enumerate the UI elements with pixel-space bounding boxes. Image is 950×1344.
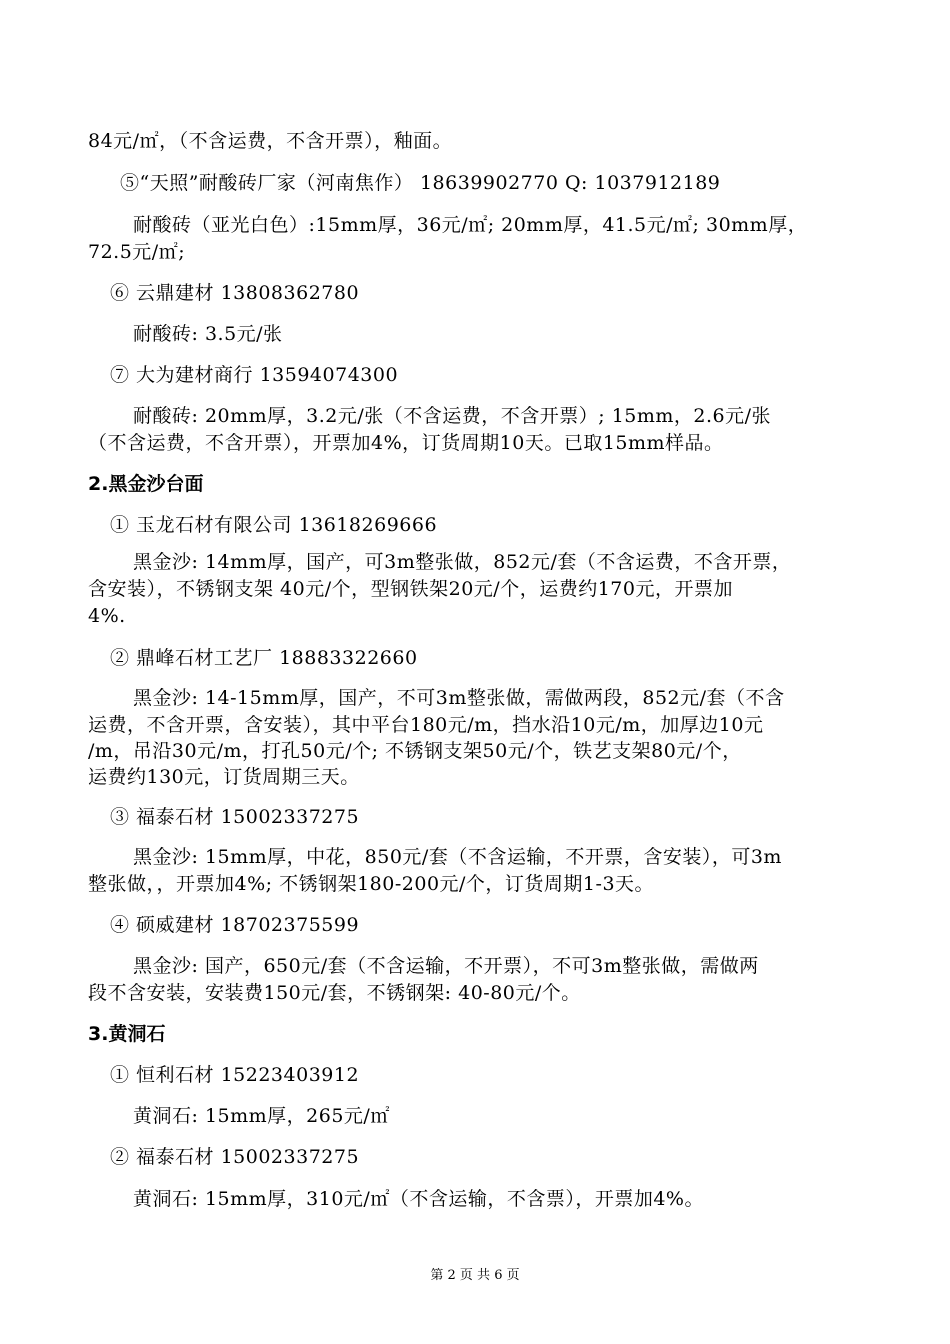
- supplier-line: ⑦ 大为建材商行 13594074300: [110, 364, 399, 386]
- supplier-line: ③ 福泰石材 15002337275: [110, 806, 360, 828]
- text-line: 黄洞石: 15mm厚，265元/㎡: [133, 1105, 390, 1127]
- supplier-line: ④ 硕威建材 18702375599: [110, 914, 360, 936]
- section-heading: 3.黄洞石: [88, 1023, 166, 1045]
- text-line: 黄洞石: 15mm厚，310元/㎡（不含运输，不含票），开票加4%。: [133, 1188, 704, 1210]
- text-line: （不含运费，不含开票），开票加4%，订货周期10天。已取15mm样品。: [88, 432, 724, 454]
- text-line: 黑金沙: 14-15mm厚，国产，不可3m整张做，需做两段，852元/套（不含: [133, 687, 785, 709]
- text-line: 84元/㎡，（不含运费，不含开票），釉面。: [88, 130, 453, 152]
- supplier-line: ① 恒利石材 15223403912: [110, 1064, 360, 1086]
- supplier-line: ① 玉龙石材有限公司 13618269666: [110, 514, 438, 536]
- text-line: 耐酸砖: 20mm厚，3.2元/张（不含运费，不含开票）; 15mm，2.6元/张: [133, 405, 772, 427]
- supplier-line: ⑥ 云鼎建材 13808362780: [110, 282, 360, 304]
- supplier-line: ② 鼎峰石材工艺厂 18883322660: [110, 647, 418, 669]
- text-line: 段不含安装，安装费150元/套，不锈钢架: 40-80元/个。: [88, 982, 581, 1004]
- text-line: 运费，不含开票，含安装），其中平台180元/m，挡水沿10元/m，加厚边10元: [88, 714, 764, 736]
- text-line: 运费约130元，订货周期三天。: [88, 766, 360, 788]
- text-line: 黑金沙: 国产，650元/套（不含运输，不开票），不可3m整张做，需做两: [133, 955, 759, 977]
- text-line: /m，吊沿30元/m，打孔50元/个; 不锈钢支架50元/个，铁艺支架80元/个，: [88, 740, 742, 762]
- text-line: 耐酸砖（亚光白色）:15mm厚，36元/㎡; 20mm厚，41.5元/㎡; 30mm厚，: [133, 214, 808, 236]
- text-line: 整张做，，开票加4%; 不锈钢架180-200元/个，订货周期1-3天。: [88, 873, 655, 895]
- text-line: 黑金沙: 15mm厚，中花，850元/套（不含运输，不开票，含安装），可3m: [133, 846, 782, 868]
- supplier-line: ② 福泰石材 15002337275: [110, 1146, 360, 1168]
- text-line: 黑金沙: 14mm厚，国产，可3m整张做，852元/套（不含运费，不含开票，: [133, 551, 792, 573]
- page-footer: 第 2 页 共 6 页: [430, 1268, 520, 1283]
- text-line: 4%.: [88, 605, 126, 627]
- text-line: 耐酸砖: 3.5元/张: [133, 323, 283, 345]
- section-heading: 2.黑金沙台面: [88, 473, 204, 495]
- text-line: 72.5元/㎡;: [88, 241, 186, 263]
- text-line: 含安装），不锈钢支架 40元/个，型钢铁架20元/个，运费约170元，开票加: [88, 578, 733, 600]
- supplier-line: ⑤“天照”耐酸砖厂家（河南焦作） 18639902770 Q: 1037912189: [120, 172, 721, 194]
